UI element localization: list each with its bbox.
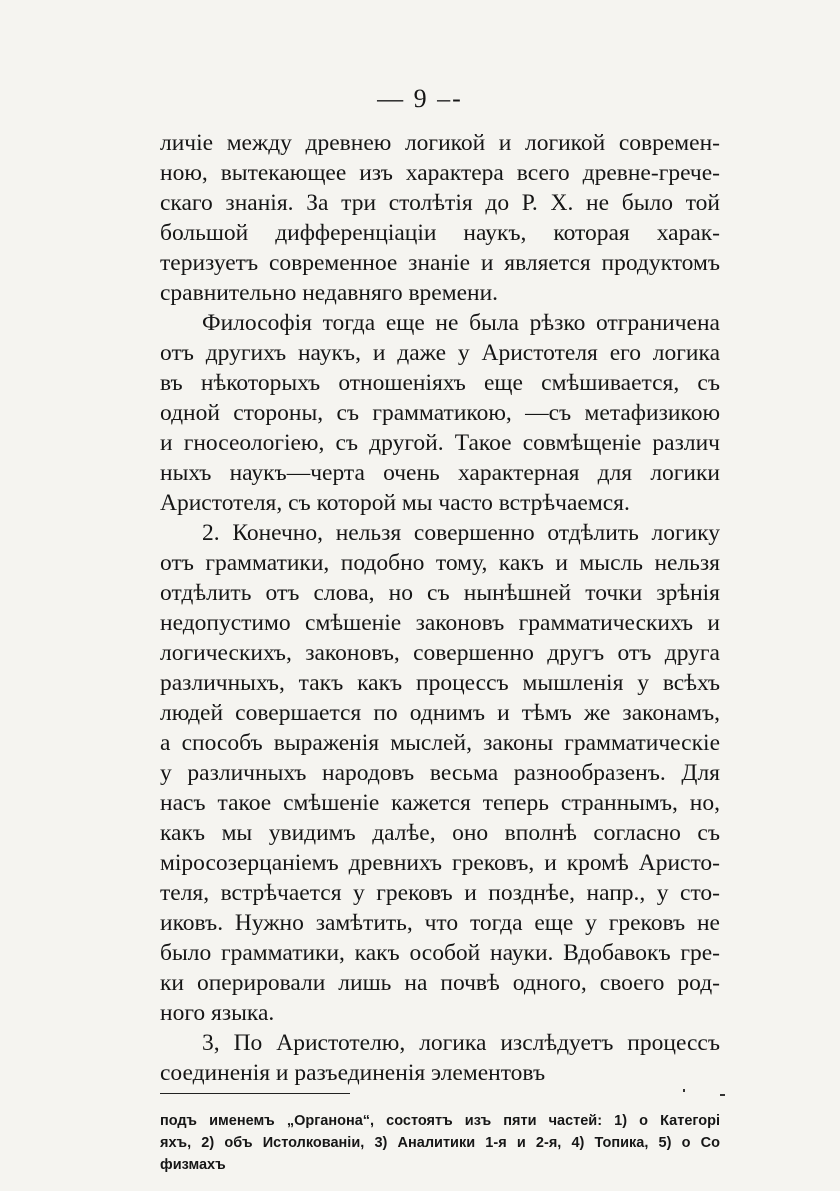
text-line: отъ другихъ наукъ, и даже у Аристотеля его логика — [160, 340, 720, 366]
text-line: было грамматики, какъ особой науки. Вдобавокъ гре- — [160, 940, 720, 966]
text-line: соединенія и разъединенія элементовъ — [160, 1060, 546, 1086]
footnote-line: яхъ, 2) объ Истолкованіи, 3) Аналитики 1-я и 2-я, 4) Топика, 5) о Со — [160, 1135, 720, 1151]
print-speck — [720, 1094, 725, 1096]
text-line: 2. Конечно, нельзя совершенно отдѣлить логику — [202, 520, 720, 546]
text-line: ного языка. — [160, 1000, 275, 1026]
text-line: міросозерцаніемъ древнихъ грековъ, и кромѣ Аристо- — [160, 850, 720, 876]
text-line: ною, вытекающее изъ характера всего древне-грече- — [160, 160, 720, 186]
print-speck — [683, 1089, 685, 1092]
text-line: у различныхъ народовъ весьма разнообразенъ. Для — [160, 760, 720, 786]
text-line: теля, встрѣчается у грековъ и позднѣе, напр., у сто- — [160, 880, 720, 906]
text-line: отдѣлить отъ слова, но съ нынѣшней точки зрѣнія — [160, 580, 720, 606]
text-line: 3, По Аристотелю, логика изслѣдуетъ процессъ — [202, 1030, 720, 1056]
text-line: а способъ выраженія мыслей, законы грамматическіе — [160, 730, 720, 756]
text-line: теризуетъ современное знаніе и является продуктомъ — [160, 250, 720, 276]
footnote-line: подъ именемъ „Органона“, состоятъ изъ пяти частей: 1) о Категорі — [160, 1113, 720, 1129]
text-line: личie между древнею логикой и логикой современ- — [160, 130, 720, 156]
text-line: людей совершается по однимъ и тѣмъ же законамъ, — [160, 700, 720, 726]
text-line: недопустимо смѣшеніе законовъ грамматическихъ и — [160, 610, 720, 636]
text-line: какъ мы увидимъ далѣе, оно вполнѣ согласно съ — [160, 820, 720, 846]
page-number: — 9 –- — [377, 84, 463, 113]
text-line: скаго знанія. За три столѣтія до Р. Х. не было той — [160, 190, 720, 216]
text-line: различныхъ, такъ какъ процессъ мышленія у всѣхъ — [160, 670, 720, 696]
text-line: ныхъ наукъ—черта очень характерная для логики — [160, 460, 720, 486]
text-line: въ нѣкоторыхъ отношеніяхъ еще смѣшивается, съ — [160, 370, 720, 396]
text-line: большой дифференціаціи наукъ, которая харак- — [160, 220, 720, 246]
text-line: сравнительно недавняго времени. — [160, 280, 499, 306]
text-line: отъ грамматики, подобно тому, какъ и мысль нельзя — [160, 550, 720, 576]
text-line: Философія тогда еще не была рѣзко отграничена — [202, 310, 720, 336]
footnote-rule — [160, 1093, 350, 1094]
text-line: и гносеологіею, съ другой. Такое совмѣщеніе различ — [160, 430, 720, 456]
text-line: иковъ. Нужно замѣтить, что тогда еще у грековъ не — [160, 910, 720, 936]
text-line: логическихъ, законовъ, совершенно другъ отъ друга — [160, 640, 720, 666]
text-line: одной стороны, съ грамматикою, —съ метафизикою — [160, 400, 720, 426]
footnote-line: физмахъ — [160, 1157, 226, 1173]
text-line: насъ такое смѣшеніе кажется теперь страннымъ, но, — [160, 790, 720, 816]
text-line: Аристотеля, съ которой мы часто встрѣчаемся. — [160, 490, 630, 516]
text-line: ки оперировали лишь на почвѣ одного, своего род- — [160, 970, 720, 996]
